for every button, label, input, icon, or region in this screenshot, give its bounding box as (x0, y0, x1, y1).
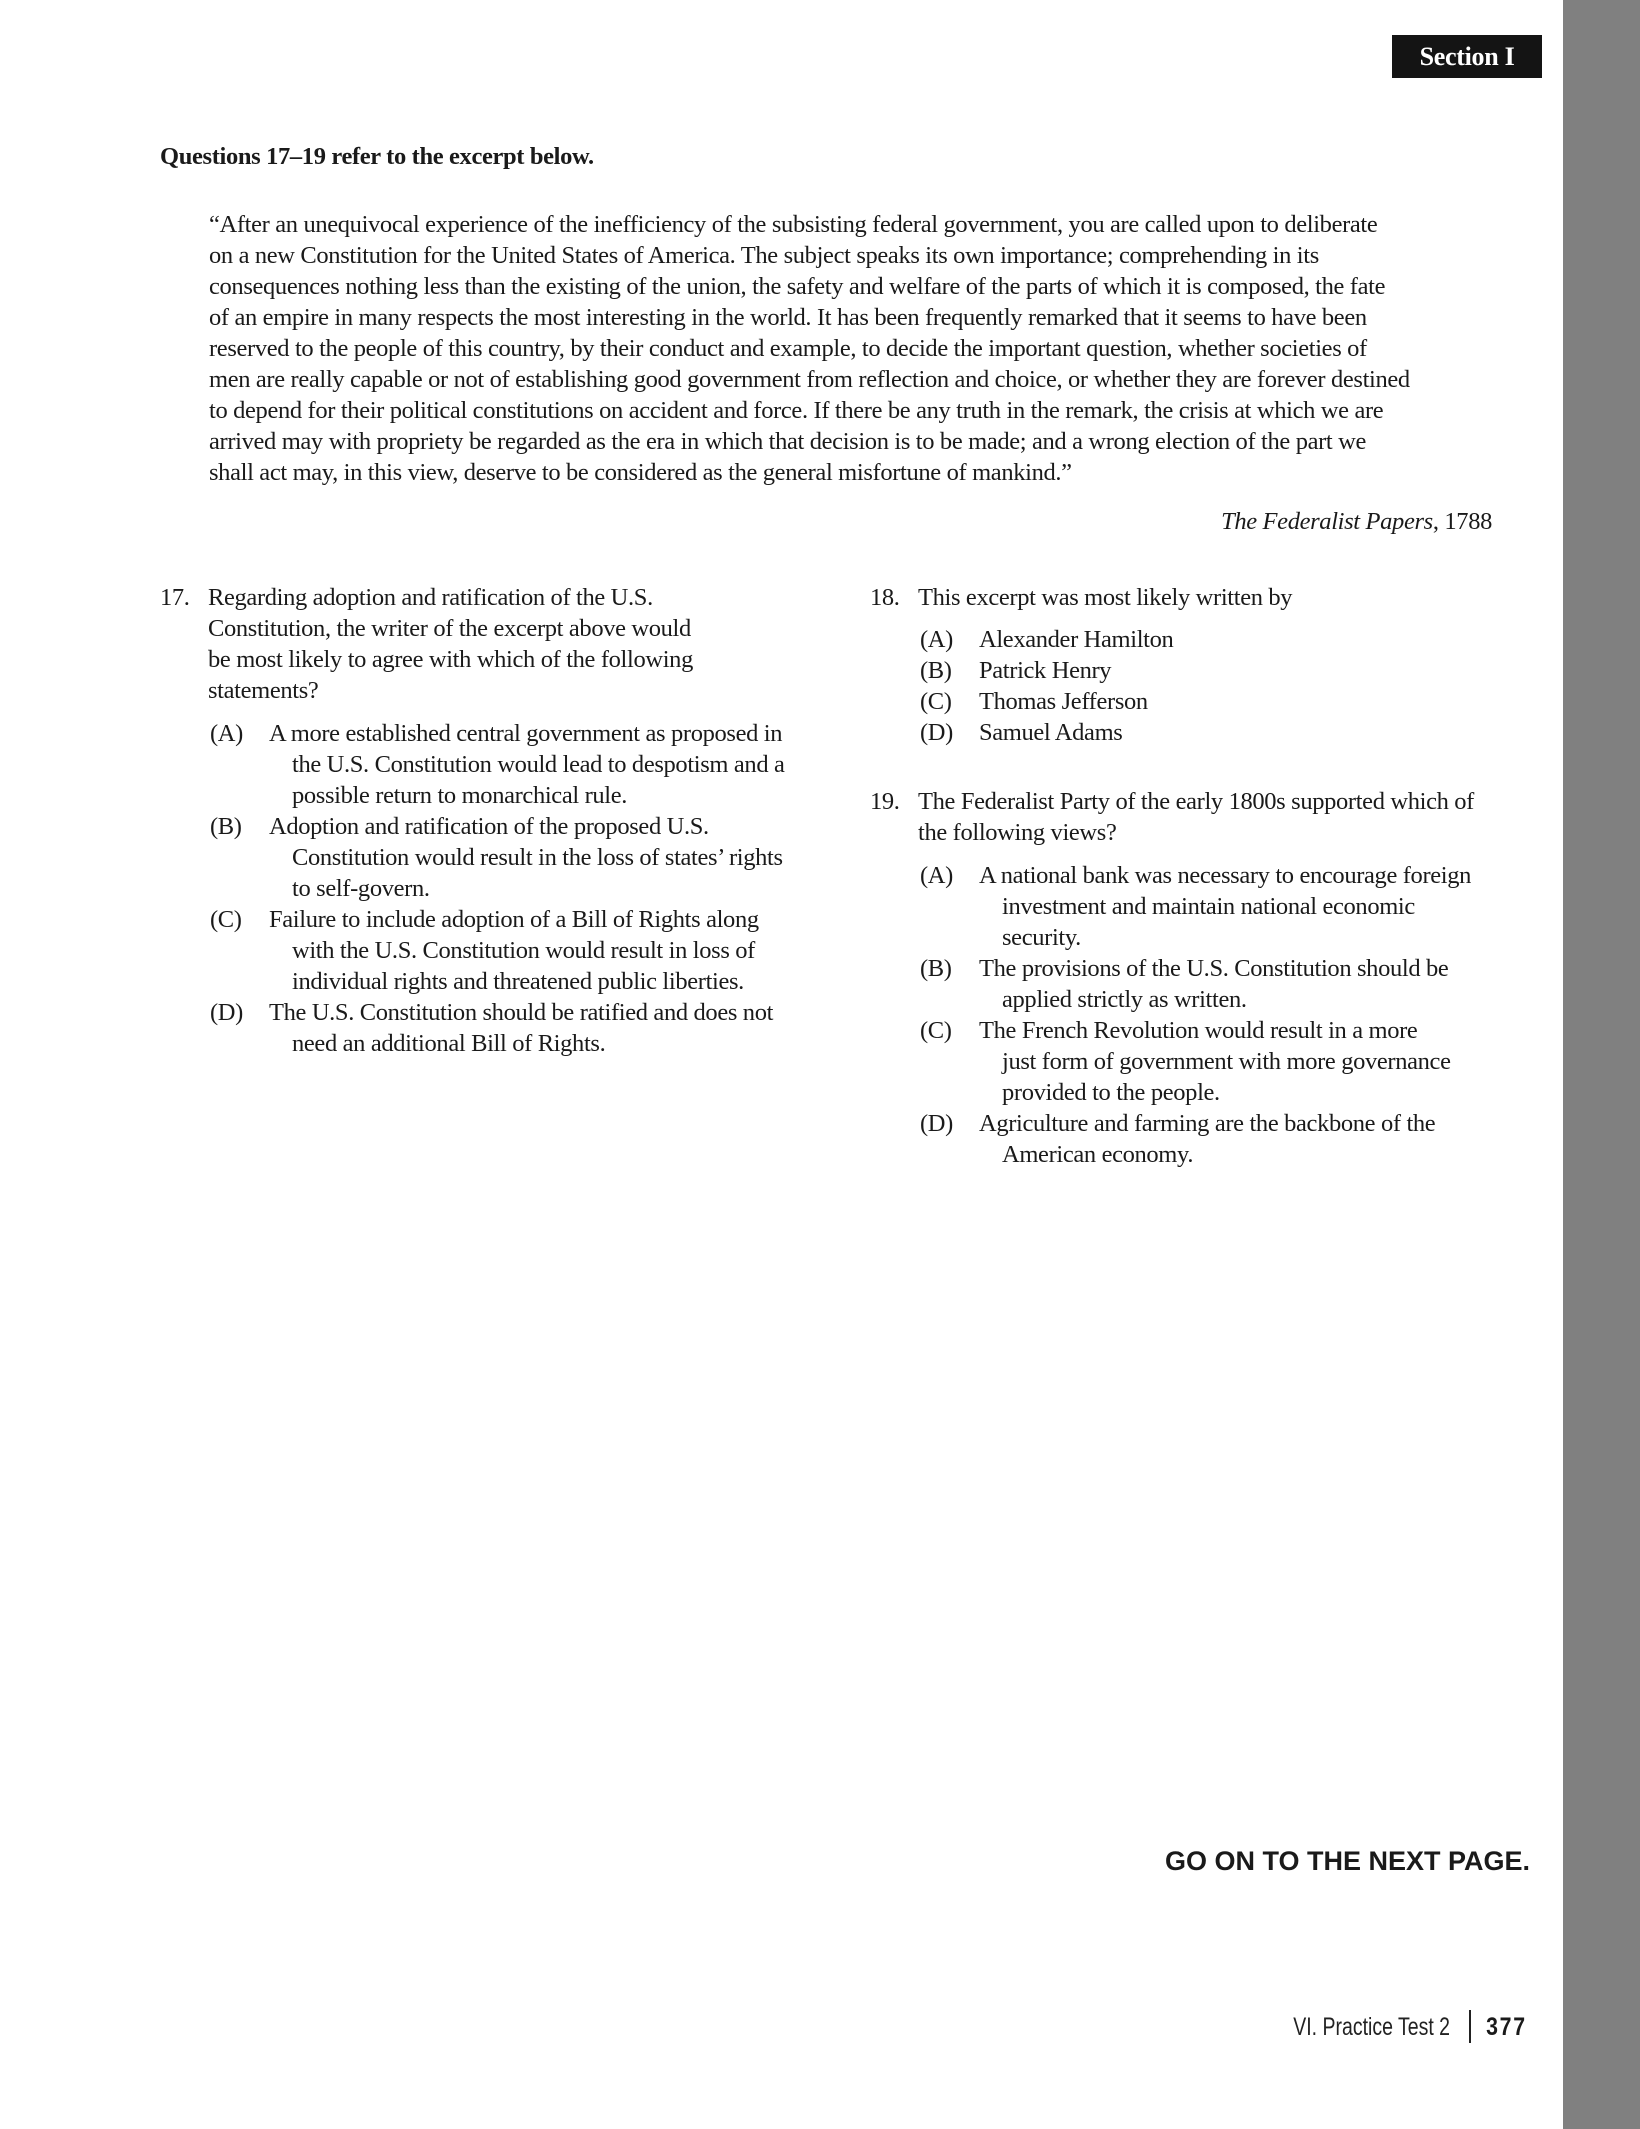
option-text-line: Samuel Adams (979, 719, 1123, 746)
answer-option-d (920, 717, 1292, 748)
option-text-line: The U.S. Constitution should be ratified and does not (269, 999, 774, 1026)
page-edge-tab (1563, 0, 1640, 2129)
option-text-line: American economy. (1002, 1141, 1194, 1168)
excerpt-attribution (1221, 506, 1492, 537)
option-letter: (B) (920, 955, 952, 982)
answer-option-b (920, 655, 1292, 686)
question-number: 18. (870, 584, 900, 611)
question-number: 19. (870, 788, 900, 815)
stem-line: Regarding adoption and ratification of the U.S. (208, 584, 653, 611)
footer-chapter-label: VI. Practice Test 2 (1293, 2013, 1450, 2041)
option-text-line: A more established central government as proposed in (269, 720, 783, 747)
question-18 (870, 582, 1292, 748)
option-text-line: individual rights and threatened public liberties. (292, 968, 744, 995)
answer-option-c (920, 1015, 1474, 1108)
stem-line: statements? (208, 677, 319, 704)
answer-options (920, 624, 1292, 748)
excerpt-passage (209, 209, 1410, 488)
option-text-line: the U.S. Constitution would lead to despotism and a (292, 751, 785, 778)
option-text-line: security. (1002, 924, 1081, 951)
answer-option-a (920, 624, 1292, 655)
answer-options (920, 860, 1474, 1170)
option-text-line: provided to the people. (1002, 1079, 1220, 1106)
option-text-line: need an additional Bill of Rights. (292, 1030, 606, 1057)
page-number: 377 (1486, 2013, 1527, 2041)
question-19 (870, 786, 1474, 1170)
excerpt-line: “After an unequivocal experience of the inefficiency of the subsisting federal government, you are called upon to deliberate (209, 211, 1378, 238)
answer-option-c (210, 904, 785, 997)
excerpt-line: men are really capable or not of establishing good government from reflection and choice, or whether they are forever destined (209, 366, 1410, 393)
option-text-line: Constitution would result in the loss of states’ rights (292, 844, 783, 871)
option-text-line: The provisions of the U.S. Constitution should be (979, 955, 1449, 982)
option-text-line: A national bank was necessary to encourage foreign (979, 862, 1472, 889)
option-text-line: Patrick Henry (979, 657, 1112, 684)
answer-option-a (210, 718, 785, 811)
option-letter: (A) (920, 626, 953, 653)
excerpt-line: consequences nothing less than the existing of the union, the safety and welfare of the parts of which it is composed, the fate (209, 273, 1386, 300)
excerpt-line: on a new Constitution for the United States of America. The subject speaks its own importance; comprehending in its (209, 242, 1319, 269)
excerpt-line: of an empire in many respects the most interesting in the world. It has been frequently remarked that it seems to have been (209, 304, 1367, 331)
option-letter: (D) (920, 1110, 953, 1137)
attribution-title: The Federalist Papers (1221, 508, 1433, 535)
question-stem (208, 582, 785, 706)
question-stem (918, 582, 1292, 613)
option-letter: (A) (210, 720, 243, 747)
option-letter: (C) (920, 1017, 952, 1044)
excerpt-line: reserved to the people of this country, by their conduct and example, to decide the important question, whether societies of (209, 335, 1367, 362)
option-letter: (D) (210, 999, 243, 1026)
excerpt-line: arrived may with propriety be regarded as the era in which that decision is to be made; and a wrong election of the part we (209, 428, 1367, 455)
option-text-line: Thomas Jefferson (979, 688, 1148, 715)
excerpt-line: shall act may, in this view, deserve to be considered as the general misfortune of mankind.” (209, 459, 1072, 486)
answer-option-b (920, 953, 1474, 1015)
stem-line: This excerpt was most likely written by (918, 584, 1293, 611)
stem-line: The Federalist Party of the early 1800s supported which of (918, 788, 1474, 815)
option-text-line: applied strictly as written. (1002, 986, 1247, 1013)
option-letter: (D) (920, 719, 953, 746)
answer-option-b (210, 811, 785, 904)
option-text-line: to self-govern. (292, 875, 430, 902)
option-letter: (A) (920, 862, 953, 889)
option-text-line: Adoption and ratification of the proposed U.S. (269, 813, 709, 840)
option-letter: (C) (920, 688, 952, 715)
option-text-line: Agriculture and farming are the backbone of the (979, 1110, 1436, 1137)
option-text-line: Alexander Hamilton (979, 626, 1174, 653)
option-text-line: investment and maintain national economic (1002, 893, 1415, 920)
answer-option-a (920, 860, 1474, 953)
answer-option-d (210, 997, 785, 1059)
option-text-line: just form of government with more governance (1002, 1048, 1451, 1075)
questions-heading: Questions 17–19 refer to the excerpt below. (160, 143, 594, 170)
section-label: Section I (1392, 35, 1542, 78)
option-text-line: possible return to monarchical rule. (292, 782, 628, 809)
question-number: 17. (160, 584, 190, 611)
option-text-line: with the U.S. Constitution would result in loss of (292, 937, 755, 964)
excerpt-line: to depend for their political constitutions on accident and force. If there be any truth in the remark, the crisis at which we are (209, 397, 1384, 424)
question-stem (918, 786, 1474, 848)
option-text-line: The French Revolution would result in a more (979, 1017, 1418, 1044)
answer-options (210, 718, 785, 1059)
attribution-year: , 1788 (1432, 508, 1492, 535)
option-letter: (B) (920, 657, 952, 684)
footer-divider (1469, 2010, 1471, 2043)
option-letter: (C) (210, 906, 242, 933)
option-text-line: Failure to include adoption of a Bill of Rights along (269, 906, 759, 933)
answer-option-d (920, 1108, 1474, 1170)
answer-option-c (920, 686, 1292, 717)
option-letter: (B) (210, 813, 242, 840)
stem-line: the following views? (918, 819, 1117, 846)
question-17 (160, 582, 785, 1059)
go-on-notice: GO ON TO THE NEXT PAGE. (1164, 1846, 1530, 1876)
stem-line: Constitution, the writer of the excerpt above would (208, 615, 691, 642)
stem-line: be most likely to agree with which of the following (208, 646, 693, 673)
